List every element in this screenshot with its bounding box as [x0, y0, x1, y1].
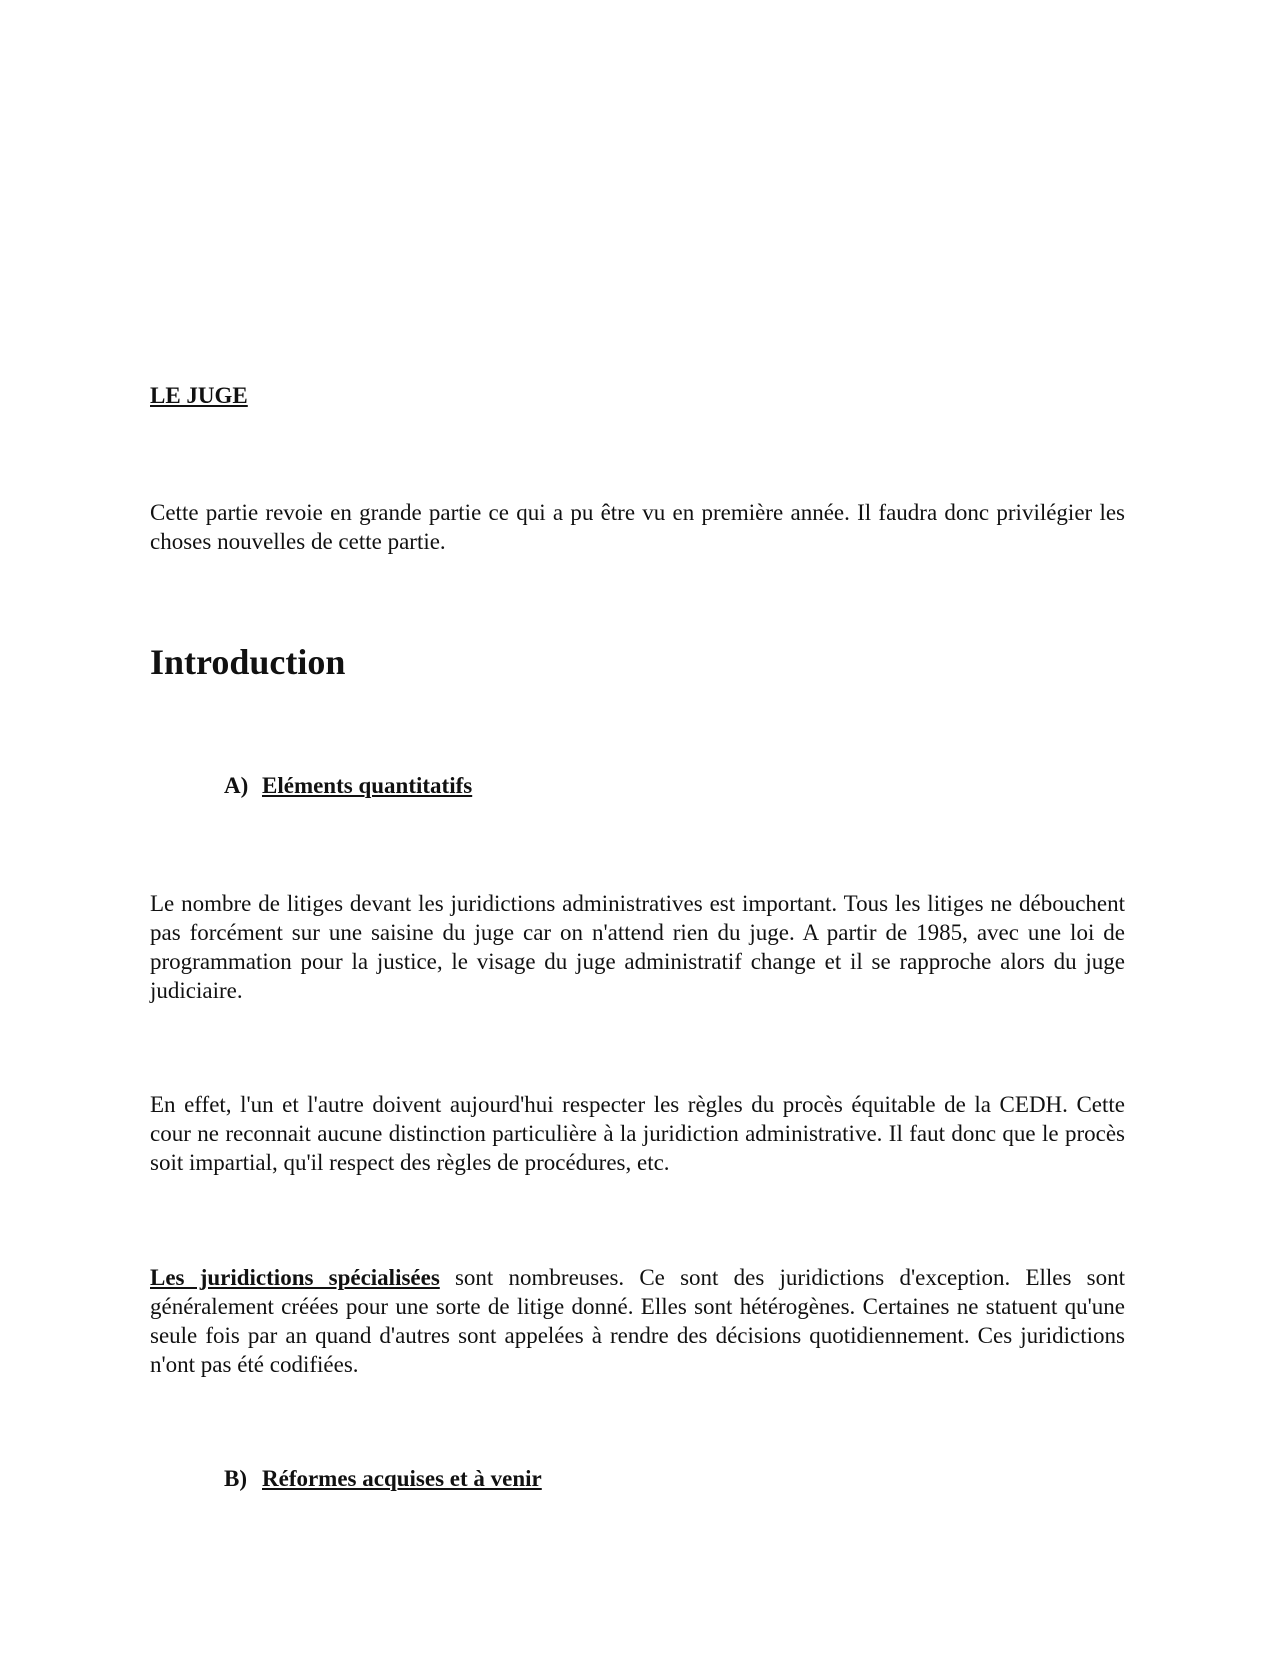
paragraph-litiges: Le nombre de litiges devant les juridictions administratives est important. Tous les litiges ne débouchent pas forcément sur une saisine du juge car on n'attend rien du juge. A partir de 1985, avec une loi de programmation pour la justice, le visage du juge administratif change et il se rapproche alors du juge judiciaire. [150, 891, 1125, 1003]
paragraph-cedh: En effet, l'un et l'autre doivent aujourd'hui respecter les règles du procès équitable de la CEDH. Cette cour ne reconnait aucune distinction particulière à la juridiction administrative. Il faut donc que le procès soit impartial, qu'il respect des règles de procédures, etc. [150, 1092, 1125, 1175]
subsection-b-marker: B) [224, 1466, 247, 1491]
subsection-b-heading [224, 1465, 542, 1493]
subsection-a-title: Eléments quantitatifs [262, 773, 473, 798]
subsection-a-marker: A) [224, 773, 249, 798]
paragraph-juridictions-specialisees [150, 1263, 1125, 1379]
subsection-b-title: Réformes acquises et à venir [262, 1466, 542, 1491]
document-title: LE JUGE [150, 383, 248, 408]
section-title: Introduction [150, 642, 346, 682]
subsection-a-heading [224, 772, 472, 800]
intro-paragraph: Cette partie revoie en grande partie ce qui a pu être vu en première année. Il faudra donc privilégier les choses nouvelles de cette partie. [150, 500, 1125, 554]
paragraph-juridictions-text: sont nombreuses. Ce sont des juridictions d'exception. Elles sont généralement créées pour une sorte de litige donné. Elles sont hétérogènes. Certaines ne statuent qu'une seule fois par an quand d'autres sont appelées à rendre des décisions quotidiennement. Ces juridictions n'ont pas été codifiées. [150, 1265, 1125, 1377]
emphasis-juridictions-specialisees: Les juridictions spécialisées [150, 1265, 440, 1290]
